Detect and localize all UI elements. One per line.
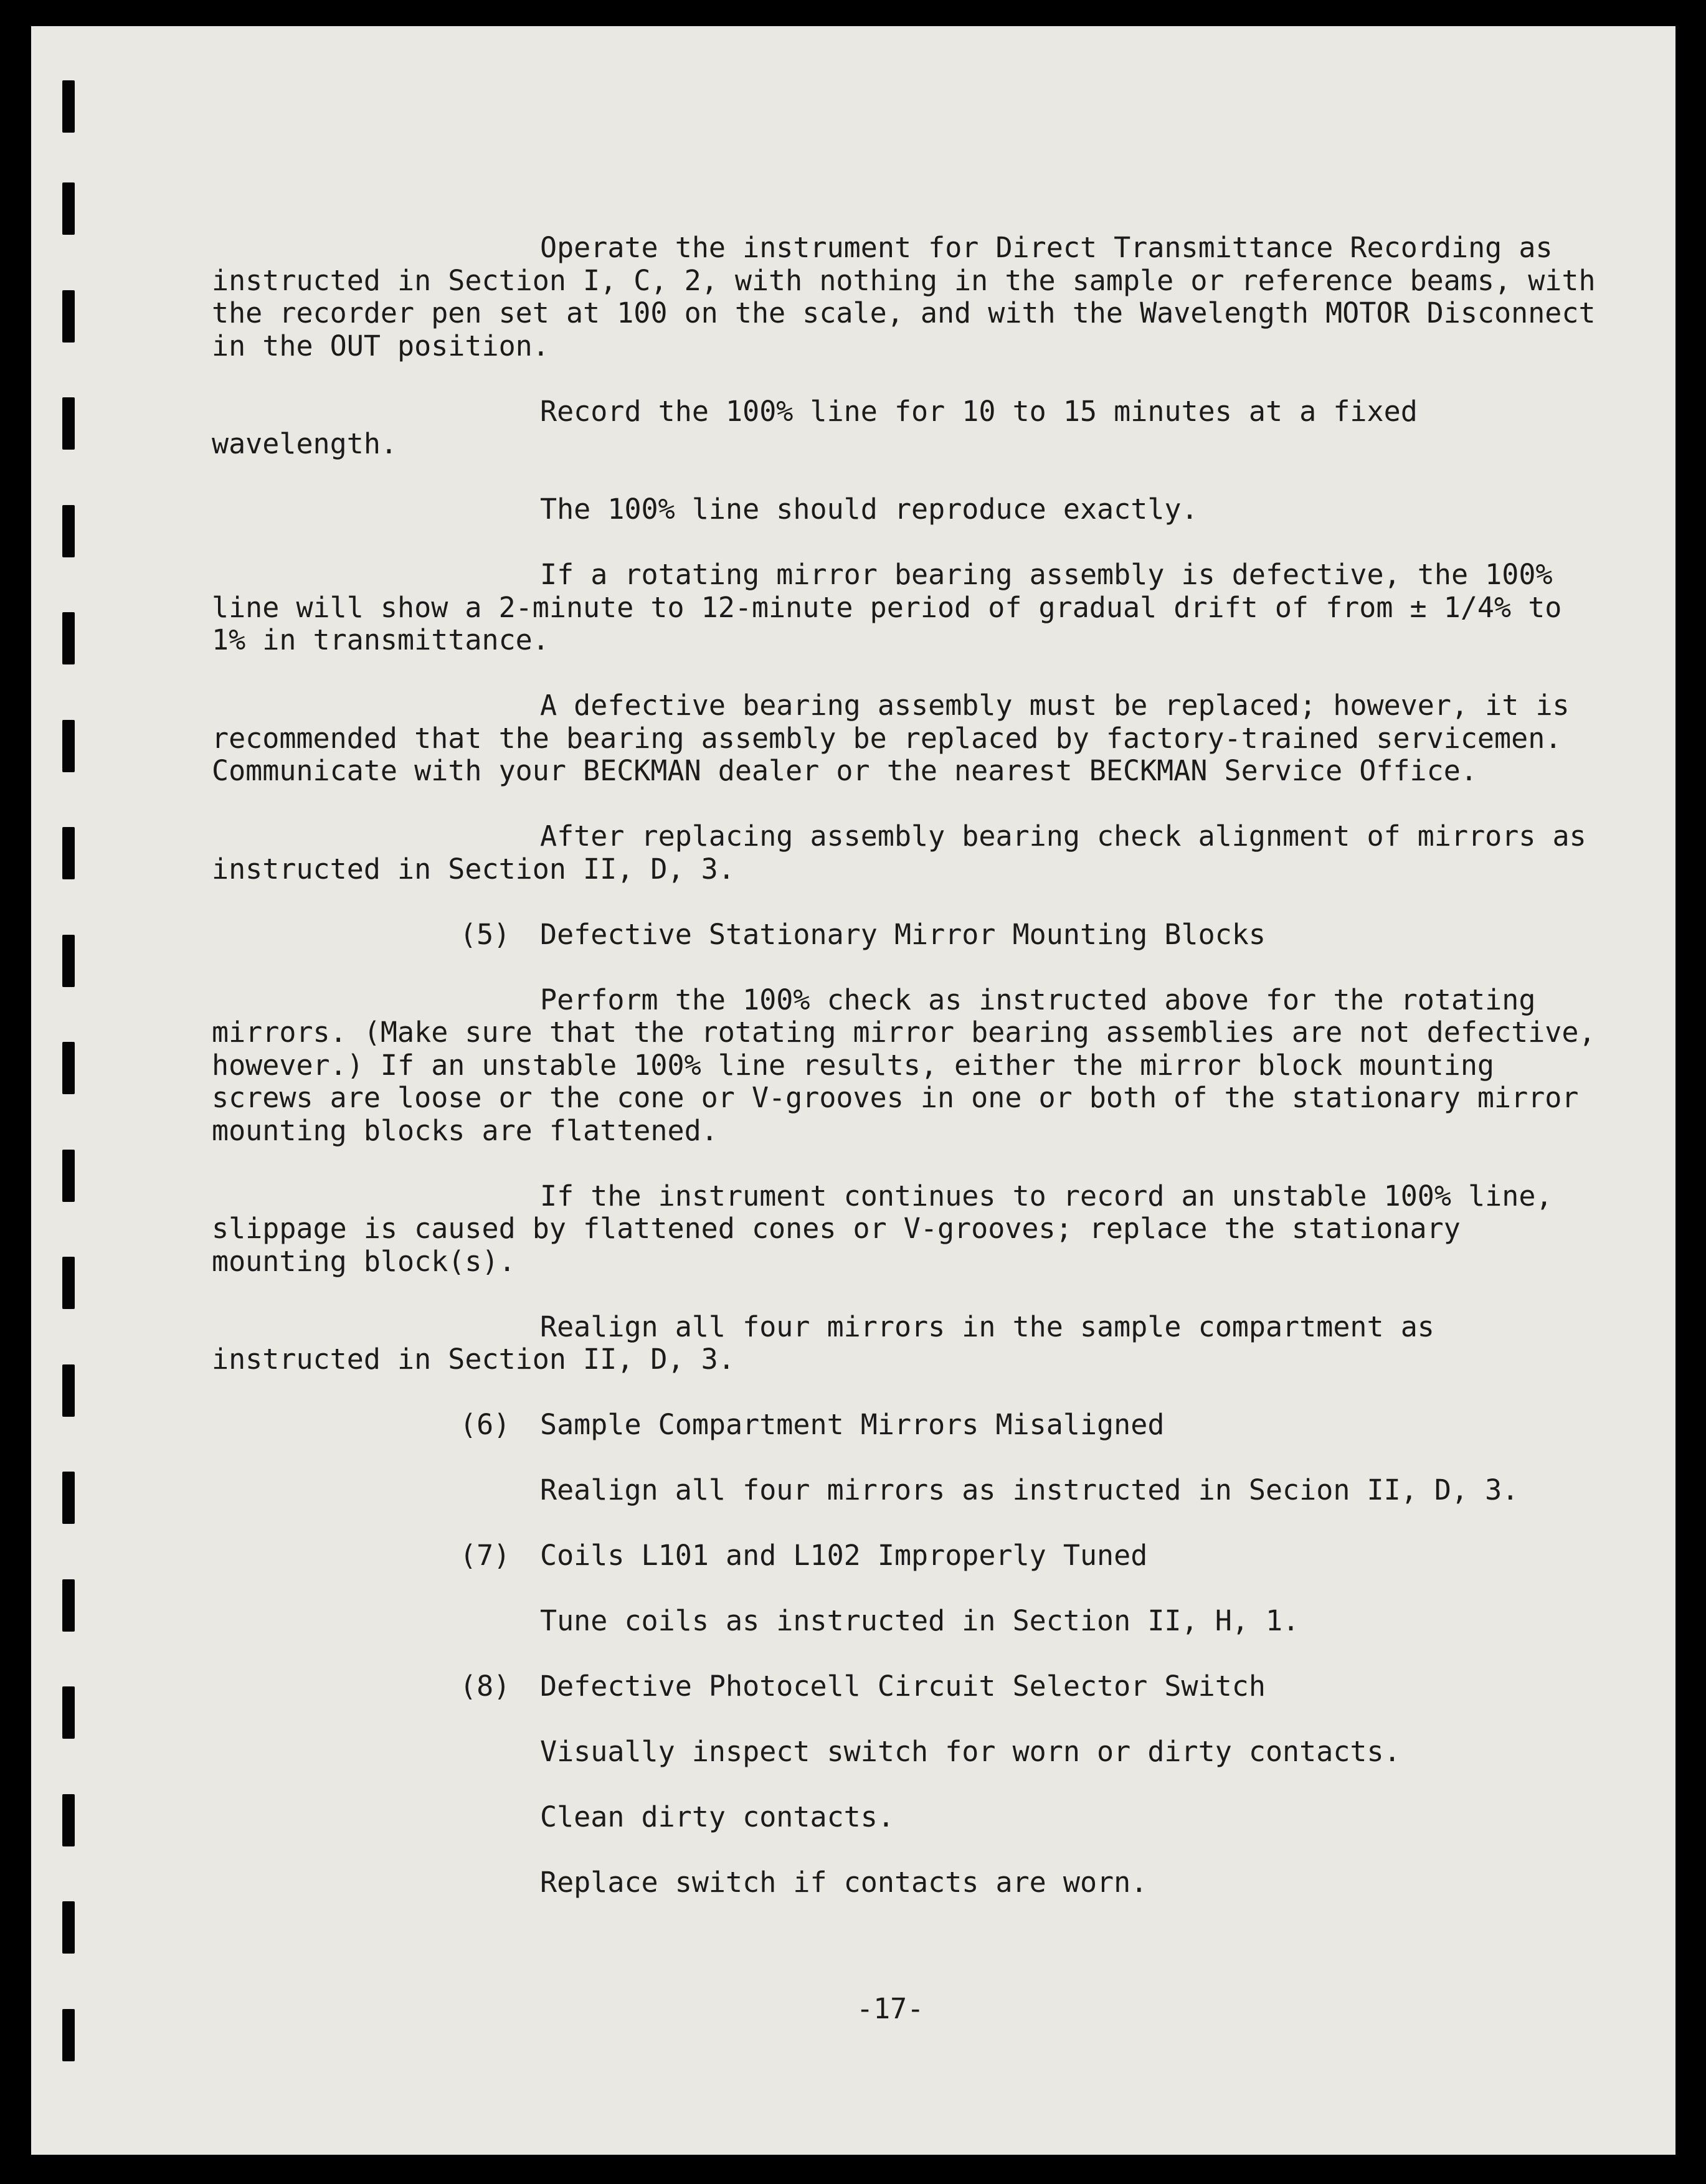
section-heading xyxy=(212,1670,1607,1703)
binding-hole xyxy=(62,2009,75,2061)
binding-hole xyxy=(62,1579,75,1632)
paragraph: Operate the instrument for Direct Transmittance Recording as instructed in Section I, C, 2, with nothing in the sample or reference beams, with the recorder pen set at 100 on the scale, and with the Wavelength MOTOR Disconnect in the OUT position. xyxy=(212,231,1596,362)
instruction-line: Visually inspect switch for worn or dirty contacts. xyxy=(540,1735,1401,1768)
item-number: (8) xyxy=(460,1670,511,1703)
instruction-line: Realign all four mirrors as instructed in Secion II, D, 3. xyxy=(540,1473,1519,1506)
section-heading xyxy=(212,919,1607,952)
document-page xyxy=(31,26,1675,2155)
binding-hole xyxy=(62,720,75,772)
item-heading: Defective Photocell Circuit Selector Switch xyxy=(540,1670,1266,1703)
item-heading: Sample Compartment Mirrors Misaligned xyxy=(540,1408,1165,1441)
paragraph: After replacing assembly bearing check alignment of mirrors as instructed in Section II, D, 3. xyxy=(212,820,1586,886)
binding-hole xyxy=(62,1686,75,1739)
paragraph: Perform the 100% check as instructed above for the rotating mirrors. (Make sure that the rotating mirror bearing assemblies are not defective, however.) If an unstable 100% line results, either the mirror block mounting screws are loose or the cone or V-grooves in one or both of the stationary mirror mounting blocks are flattened. xyxy=(212,983,1596,1147)
binding-hole xyxy=(62,935,75,987)
section-heading xyxy=(212,1409,1607,1442)
binding-hole xyxy=(62,1472,75,1524)
page-number: -17- xyxy=(856,1992,924,2025)
body-text xyxy=(212,232,1607,1932)
binding-hole xyxy=(62,1364,75,1417)
paragraph: If a rotating mirror bearing assembly is defective, the 100% line will show a 2-minute to 12-minute period of gradual drift of from ± 1/4% to 1% in transmittance. xyxy=(212,558,1562,656)
item-heading: Defective Stationary Mirror Mounting Blocks xyxy=(540,917,1266,951)
paragraph: Record the 100% line for 10 to 15 minutes at a fixed wavelength. xyxy=(212,394,1418,460)
binding-hole xyxy=(62,290,75,343)
item-number: (6) xyxy=(460,1408,511,1441)
binding-hole xyxy=(62,505,75,557)
item-number: (5) xyxy=(460,917,511,951)
binding-hole xyxy=(62,1042,75,1094)
binding-hole xyxy=(62,1257,75,1309)
section-heading xyxy=(212,1539,1607,1572)
instruction-line: Tune coils as instructed in Section II, H, 1. xyxy=(540,1604,1300,1637)
paragraph: A defective bearing assembly must be replaced; however, it is recommended that the bearing assembly be replaced by factory-trained servicemen. Communicate with your BECKMAN dealer or the nearest BECKMAN Service Office. xyxy=(212,689,1570,787)
instruction-line: Clean dirty contacts. xyxy=(540,1800,894,1833)
binding-hole xyxy=(62,1794,75,1846)
paragraph: The 100% line should reproduce exactly. xyxy=(540,493,1198,526)
binding-hole xyxy=(62,827,75,879)
item-number: (7) xyxy=(460,1539,511,1572)
instruction-line: Replace switch if contacts are worn. xyxy=(540,1866,1148,1899)
binding-hole xyxy=(62,1901,75,1954)
binding-hole xyxy=(62,397,75,450)
binding-hole xyxy=(62,80,75,133)
paragraph: If the instrument continues to record an unstable 100% line, slippage is caused by flattened cones or V-grooves; replace the stationary mounting block(s). xyxy=(212,1179,1553,1278)
binding-hole xyxy=(62,182,75,235)
binding-hole xyxy=(62,612,75,664)
item-heading: Coils L101 and L102 Improperly Tuned xyxy=(540,1539,1148,1572)
binding-hole xyxy=(62,1150,75,1202)
paragraph: Realign all four mirrors in the sample compartment as instructed in Section II, D, 3. xyxy=(212,1310,1434,1376)
